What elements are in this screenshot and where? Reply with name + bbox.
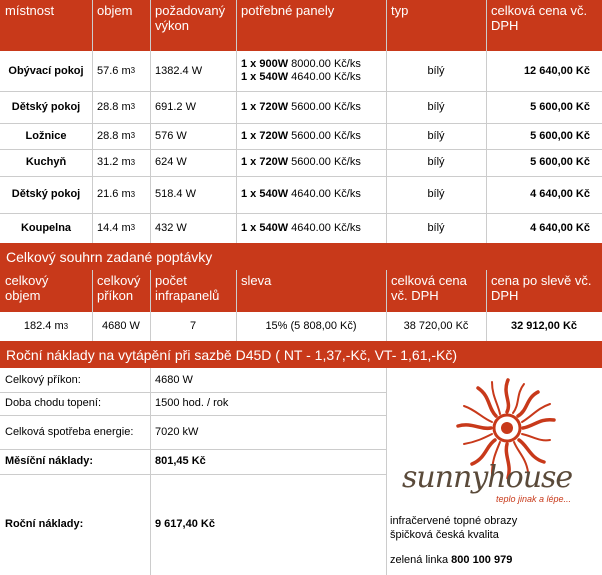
room-name: Dětský pokoj — [0, 91, 92, 123]
grid-line — [92, 0, 93, 243]
room-volume: 57.6 m 3 — [92, 51, 150, 91]
room-panels: 1 x 720W 5600.00 Kč/ks — [236, 91, 386, 123]
summary-total: 38 720,00 Kč — [386, 312, 486, 341]
room-panels: 1 x 720W 5600.00 Kč/ks — [236, 149, 386, 176]
cost-value: 801,45 Kč — [150, 449, 386, 474]
summary-header-total: celková cena vč. DPH — [386, 270, 486, 312]
room-price: 5 600,00 Kč — [486, 149, 602, 176]
grid-line — [0, 415, 386, 416]
room-type: bílý — [386, 213, 486, 243]
room-name: Ložnice — [0, 123, 92, 149]
grid-line — [0, 474, 386, 475]
summary-power: 4680 W — [92, 312, 150, 341]
brand-phone: zelená linka 800 100 979 — [390, 554, 513, 566]
room-price: 5 600,00 Kč — [486, 91, 602, 123]
room-price: 5 600,00 Kč — [486, 123, 602, 149]
grid-line — [0, 449, 386, 450]
grid-line — [92, 270, 93, 341]
summary-header-discounted: cena po slevě vč. DPH — [486, 270, 602, 312]
room-volume: 21.6 m 3 — [92, 176, 150, 213]
brand-tagline: teplo jinak a lépe... — [496, 494, 572, 504]
cost-value: 9 617,40 Kč — [150, 474, 386, 575]
room-price: 4 640,00 Kč — [486, 176, 602, 213]
grid-line — [486, 270, 487, 341]
grid-line — [386, 0, 387, 243]
grid-line — [386, 270, 387, 341]
col-header-panels: potřebné panely — [236, 0, 386, 51]
brand-line2: špičková česká kvalita — [390, 529, 499, 541]
summary-header-count: počet infrapanelů — [150, 270, 236, 312]
room-volume: 28.8 m 3 — [92, 123, 150, 149]
room-type: bílý — [386, 149, 486, 176]
grid-line — [0, 149, 602, 150]
col-header-volume: objem — [92, 0, 150, 51]
col-header-price: celková cena vč. DPH — [486, 0, 602, 51]
summary-title: Celkový souhrn zadané poptávky — [0, 243, 602, 270]
room-price: 12 640,00 Kč — [486, 51, 602, 91]
room-volume: 28.8 m 3 — [92, 91, 150, 123]
cost-label: Měsíční náklady: — [0, 449, 150, 474]
room-name: Kuchyň — [0, 149, 92, 176]
cost-value: 4680 W — [150, 368, 386, 392]
summary-header-volume: celkový objem — [0, 270, 92, 312]
grid-line — [386, 368, 387, 575]
room-name: Obývací pokoj — [0, 51, 92, 91]
col-header-room: místnost — [0, 0, 92, 51]
room-panels: 1 x 900W 8000.00 Kč/ks 1 x 540W 4640.00 Kč/ks — [236, 51, 386, 91]
room-type: bílý — [386, 51, 486, 91]
grid-line — [486, 0, 487, 243]
room-price: 4 640,00 Kč — [486, 213, 602, 243]
room-power: 624 W — [150, 149, 236, 176]
grid-line — [0, 392, 386, 393]
grid-line — [236, 270, 237, 341]
summary-header-power: celkový příkon — [92, 270, 150, 312]
grid-line — [0, 123, 602, 124]
cost-label: Roční náklady: — [0, 474, 150, 575]
brand-logo-text: sunnyhouse — [402, 460, 573, 495]
summary-discount: 15% (5 808,00 Kč) — [236, 312, 386, 341]
cost-label: Doba chodu topení: — [0, 392, 150, 415]
costs-title: Roční náklady na vytápění při sazbě D45D ( NT - 1,37,-Kč, VT- 1,61,-Kč) — [0, 341, 602, 368]
room-power: 432 W — [150, 213, 236, 243]
room-name: Koupelna — [0, 213, 92, 243]
summary-discounted: 32 912,00 Kč — [486, 312, 602, 341]
room-type: bílý — [386, 123, 486, 149]
grid-line — [150, 368, 151, 575]
grid-line — [0, 213, 602, 214]
room-name: Dětský pokoj — [0, 176, 92, 213]
cost-label: Celková spotřeba energie: — [0, 415, 150, 449]
grid-line — [150, 0, 151, 243]
room-panels: 1 x 540W 4640.00 Kč/ks — [236, 213, 386, 243]
brand-panel — [386, 368, 602, 575]
cost-value: 7020 kW — [150, 415, 386, 449]
room-power: 576 W — [150, 123, 236, 149]
room-volume: 31.2 m 3 — [92, 149, 150, 176]
col-header-power: požadovaný výkon — [150, 0, 236, 51]
grid-line — [0, 176, 602, 177]
cost-value: 1500 hod. / rok — [150, 392, 386, 415]
room-panels: 1 x 540W 4640.00 Kč/ks — [236, 176, 386, 213]
cost-label: Celkový příkon: — [0, 368, 150, 392]
summary-count: 7 — [150, 312, 236, 341]
brand-line1: infračervené topné obrazy — [390, 515, 518, 527]
summary-volume: 182.4 m 3 — [0, 312, 92, 341]
room-volume: 14.4 m 3 — [92, 213, 150, 243]
grid-line — [150, 270, 151, 341]
room-type: bílý — [386, 91, 486, 123]
grid-line — [236, 0, 237, 243]
room-panels: 1 x 720W 5600.00 Kč/ks — [236, 123, 386, 149]
room-type: bílý — [386, 176, 486, 213]
col-header-type: typ — [386, 0, 486, 51]
room-power: 691.2 W — [150, 91, 236, 123]
summary-header-discount: sleva — [236, 270, 386, 312]
grid-line — [0, 91, 602, 92]
room-power: 1382.4 W — [150, 51, 236, 91]
room-power: 518.4 W — [150, 176, 236, 213]
